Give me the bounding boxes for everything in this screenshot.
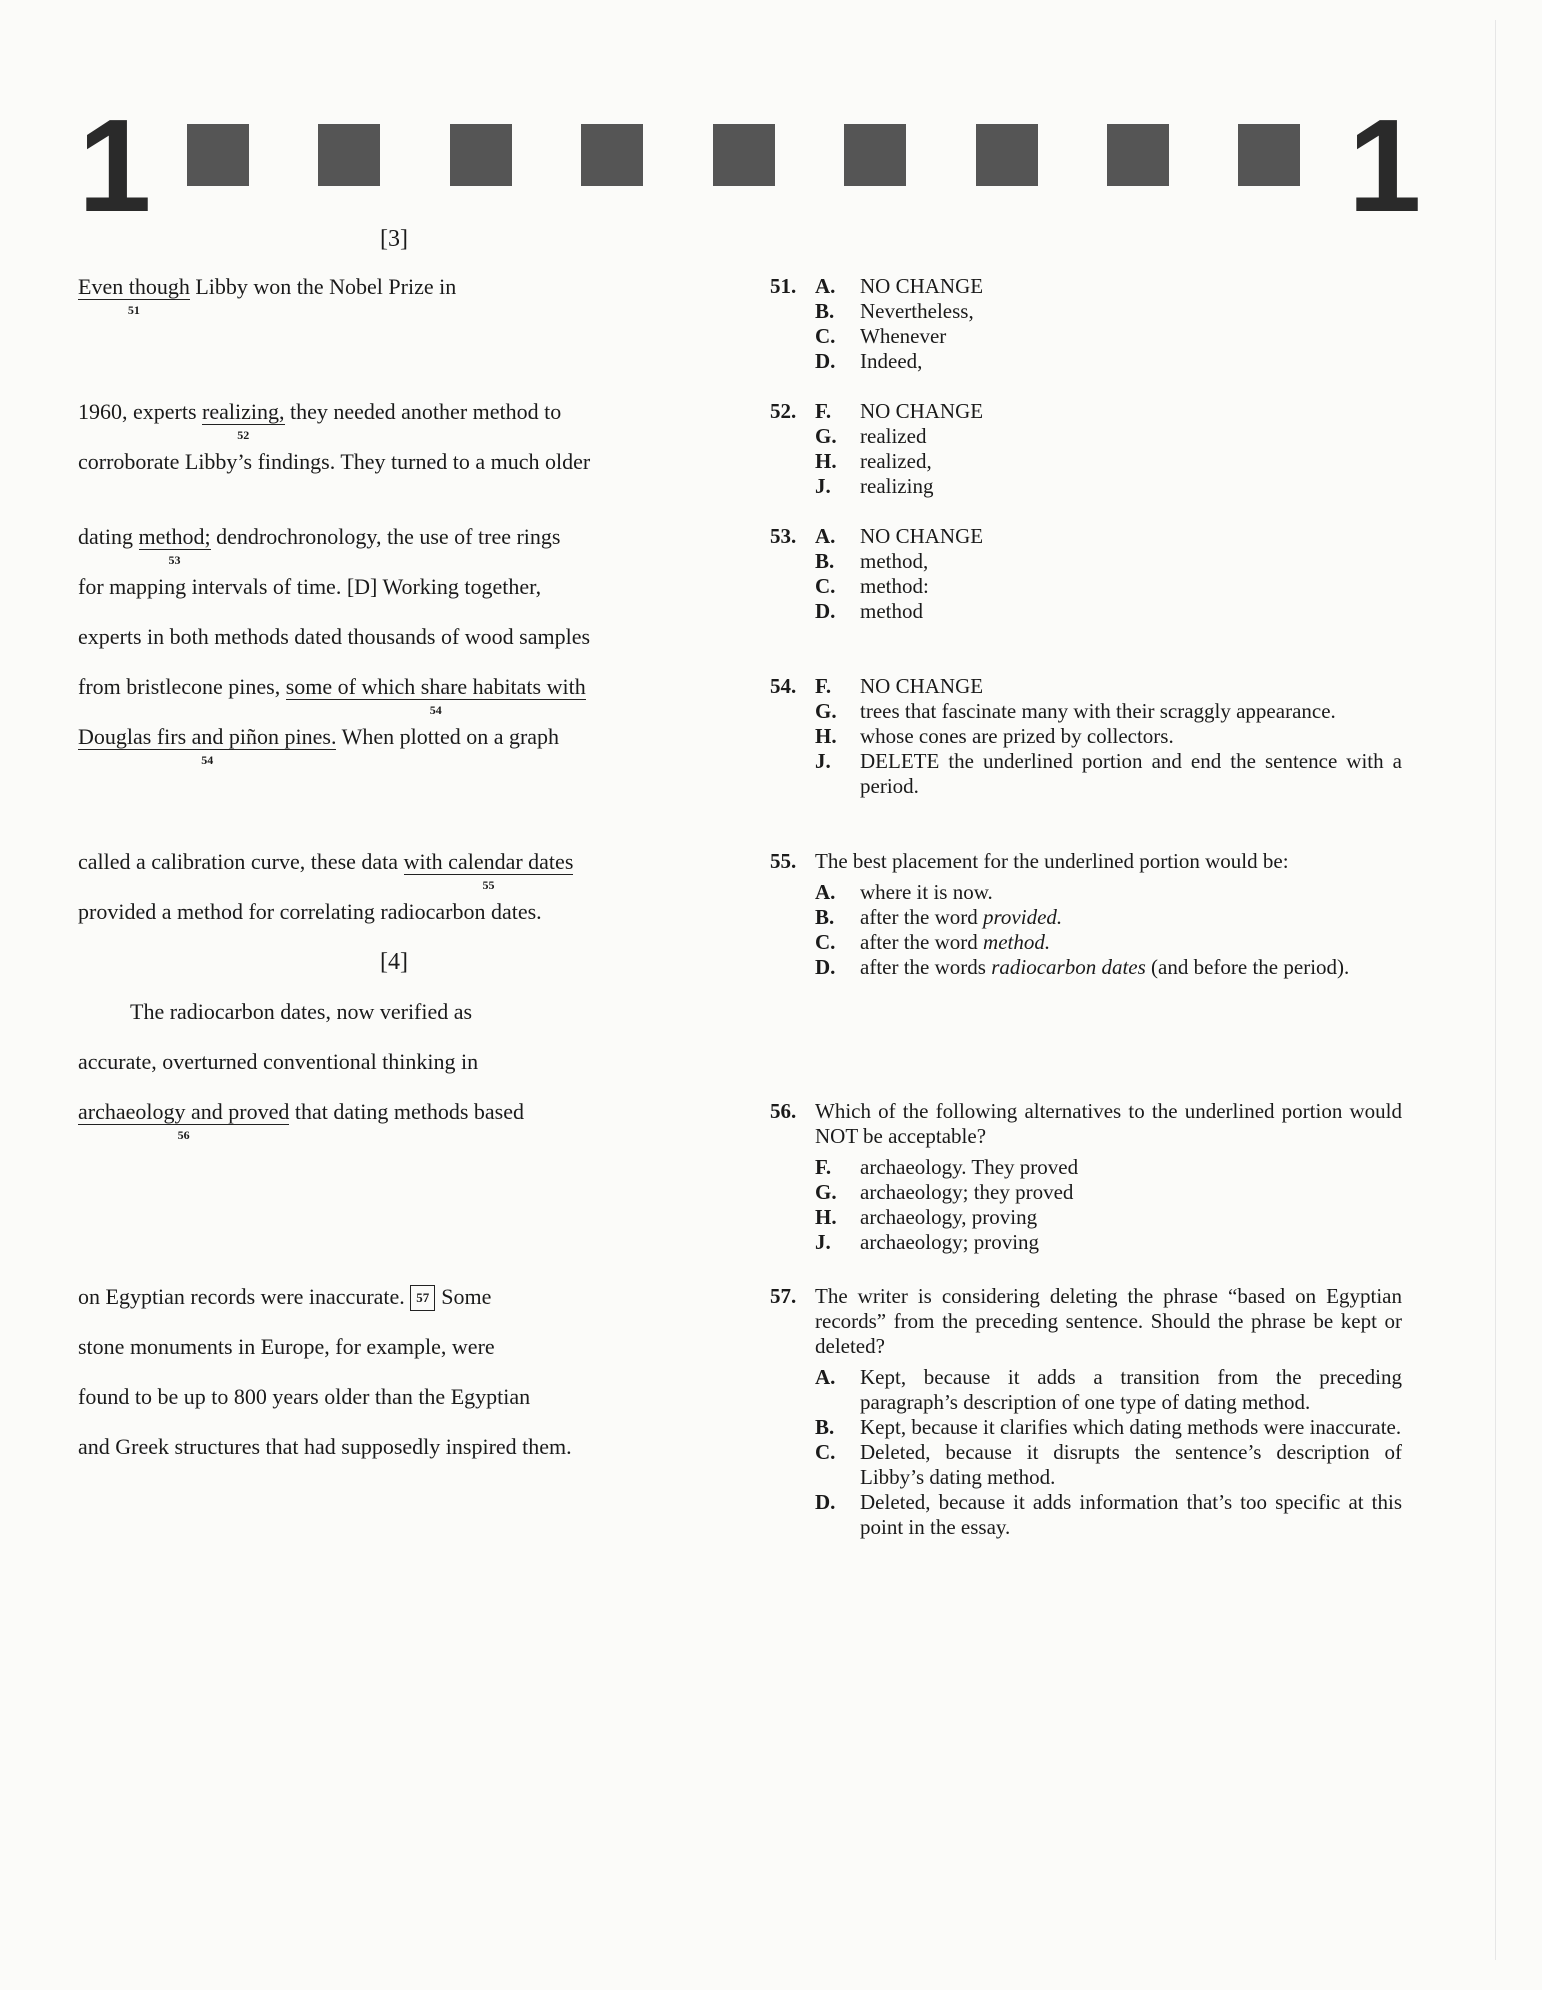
question-ref: 52 (237, 428, 250, 442)
header-block (187, 124, 249, 186)
passage-line: and Greek structures that had supposedly inspired them. (78, 1434, 572, 1459)
question-box: 57 (410, 1285, 435, 1311)
question-stem: The writer is considering deleting the phrase “based on Egyptian records” from the preceding sentence. Should the phrase be kept or deleted? (815, 1284, 1402, 1358)
passage-line: on Egyptian records were inaccurate. 57 Some (78, 1284, 492, 1309)
passage-line: Even though 51 Libby won the Nobel Prize in (78, 274, 457, 317)
underlined-portion: with calendar dates (403, 849, 574, 874)
option[interactable]: H. archaeology, proving (815, 1205, 1038, 1229)
question-stem: The best placement for the underlined portion would be: (815, 849, 1289, 873)
option[interactable]: C. after the word method. (815, 930, 1051, 954)
option[interactable]: D. Deleted, because it adds information that’s too specific at this point in the essay. (815, 1490, 1402, 1539)
header-block (1107, 124, 1169, 186)
option[interactable]: B. after the word provided. (815, 905, 1063, 929)
option[interactable]: C. Deleted, because it disrupts the sentence’s description of Libby’s dating method. (815, 1440, 1402, 1489)
option[interactable]: D. after the words radiocarbon dates (and before the period). (815, 955, 1350, 979)
option[interactable]: F. archaeology. They proved (815, 1155, 1079, 1179)
passage-line: 1960, experts realizing, 52 they needed another method to (78, 399, 562, 442)
question-53: 53. A. NO CHANGE B. method, C. method: D. method (770, 524, 1402, 624)
question-ref: 54 (429, 703, 442, 717)
header-block (976, 124, 1038, 186)
passage-line: experts in both methods dated thousands of wood samples (78, 624, 591, 649)
underlined-portion: Douglas firs and piñon pines. (78, 724, 337, 749)
page-edge (1495, 20, 1496, 1960)
question-56: 56. Which of the following alternatives to the underlined portion would NOT be acceptable? F. archaeology. They proved G. archaeology; they proved H. archaeology, proving J. archaeology; proving (770, 1099, 1402, 1254)
question-stem: Which of the following alternatives to the underlined portion would NOT be acceptable? (815, 1099, 1402, 1148)
option[interactable]: A. NO CHANGE (815, 274, 984, 298)
header-block (844, 124, 906, 186)
passage-line: dating method; 53 dendrochronology, the use of tree rings (78, 524, 561, 567)
paragraph-marker: [4] (380, 949, 408, 975)
option[interactable]: J. DELETE the underlined portion and end the sentence with a period. (815, 749, 1402, 798)
option[interactable]: B. Nevertheless, (815, 299, 974, 323)
option[interactable]: D. Indeed, (815, 349, 923, 373)
underlined-portion: method; (138, 524, 211, 549)
passage-line: called a calibration curve, these data with calendar dates 55 (78, 849, 574, 892)
option[interactable]: J. archaeology; proving (815, 1230, 1040, 1254)
passage-line: for mapping intervals of time. [D] Working together, (78, 574, 542, 599)
header-block (581, 124, 643, 186)
passage-line: archaeology and proved 56 that dating methods based (78, 1099, 524, 1142)
section-number-right: 1 (1348, 92, 1422, 239)
question-54: 54. F. NO CHANGE G. trees that fascinate many with their scraggly appearance. H. whose cones are prized by collectors. J. DELETE the underlined portion and end the sentence with a period. (770, 674, 1402, 798)
passage-line: found to be up to 800 years older than the Egyptian (78, 1384, 531, 1409)
option[interactable]: J. realizing (815, 474, 934, 498)
option[interactable]: F. NO CHANGE (815, 399, 984, 423)
option[interactable]: C. method: (815, 574, 929, 598)
option[interactable]: G. realized (815, 424, 927, 448)
underlined-portion: archaeology and proved (78, 1099, 290, 1124)
passage-line: provided a method for correlating radiocarbon dates. (78, 899, 542, 924)
header-block (1238, 124, 1300, 186)
question-ref: 56 (177, 1128, 190, 1142)
question-57: 57. The writer is considering deleting the phrase “based on Egyptian records” from the preceding sentence. Should the phrase be kept or deleted? A. Kept, because it adds a transition from the preceding paragraph’s description of one type of dating method. B. Kept, because it clarifies which dating methods were inaccurate. C. Deleted, because it disrupts the sentence’s description of Libby’s dating method. D. Deleted, because it adds information that’s too specific at this point in the essay. (770, 1284, 1402, 1539)
option[interactable]: C. Whenever (815, 324, 947, 348)
header-block (450, 124, 512, 186)
option[interactable]: G. trees that fascinate many with their scraggly appearance. (815, 699, 1336, 723)
option[interactable]: B. Kept, because it clarifies which dating methods were inaccurate. (815, 1415, 1402, 1439)
option[interactable]: G. archaeology; they proved (815, 1180, 1074, 1204)
option[interactable]: H. whose cones are prized by collectors. (815, 724, 1174, 748)
passage-line: accurate, overturned conventional thinking in (78, 1049, 479, 1074)
paragraph-marker: [3] (380, 226, 408, 252)
underlined-portion: realizing, (202, 399, 285, 424)
option[interactable]: A. Kept, because it adds a transition from the preceding paragraph’s description of one type of dating method. (815, 1365, 1402, 1414)
option[interactable]: H. realized, (815, 449, 932, 473)
header-block (318, 124, 380, 186)
question-52: 52. F. NO CHANGE G. realized H. realized, J. realizing (770, 399, 1402, 499)
question-ref: 51 (127, 303, 140, 317)
passage-line: stone monuments in Europe, for example, were (78, 1334, 495, 1359)
passage-line: from bristlecone pines, some of which share habitats with 54 (78, 674, 586, 717)
question-51: 51. A. NO CHANGE B. Nevertheless, C. Whenever D. Indeed, (770, 274, 1402, 374)
option[interactable]: F. NO CHANGE (815, 674, 984, 698)
option[interactable]: D. method (815, 599, 923, 623)
question-ref: 53 (168, 553, 181, 567)
section-number-left: 1 (78, 92, 152, 239)
underlined-portion: some of which share habitats with (285, 674, 586, 699)
question-ref: 54 (201, 753, 214, 767)
underlined-portion: Even though (78, 274, 190, 299)
passage-line: The radiocarbon dates, now verified as (130, 999, 473, 1024)
passage-line: Douglas firs and piñon pines. 54 When plotted on a graph (78, 724, 560, 767)
option[interactable]: A. NO CHANGE (815, 524, 984, 548)
passage-line: corroborate Libby’s findings. They turned to a much older (78, 449, 591, 474)
option[interactable]: B. method, (815, 549, 929, 573)
option[interactable]: A. where it is now. (815, 880, 993, 904)
question-ref: 55 (482, 878, 495, 892)
question-55: 55. The best placement for the underlined portion would be: A. where it is now. B. after the word provided. C. after the word method. D. after the words radiocarbon dates (and before the period). (770, 849, 1402, 980)
header-block (713, 124, 775, 186)
